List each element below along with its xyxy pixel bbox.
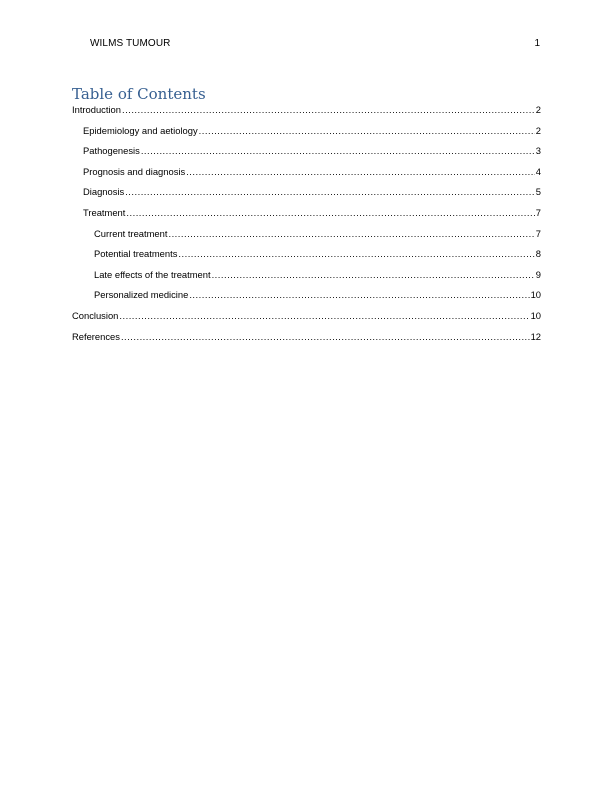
table-of-contents (72, 103, 541, 350)
toc-entry-page: 8 (535, 248, 541, 260)
toc-entry-title: Personalized medicine (94, 289, 189, 301)
toc-entry-title: Current treatment (94, 227, 168, 239)
toc-heading: Table of Contents (72, 85, 206, 103)
toc-entry-title: Conclusion (72, 309, 119, 321)
toc-entry-treatment[interactable] (72, 206, 541, 227)
toc-entry-title: Diagnosis (83, 186, 125, 198)
toc-dot-leader (212, 268, 535, 282)
header-page-number: 1 (534, 38, 540, 49)
toc-entry-page: 7 (535, 206, 541, 218)
toc-entry-page: 9 (535, 268, 541, 280)
toc-entry-personalized-medicine[interactable] (72, 288, 541, 309)
toc-entry-title: Potential treatments (94, 248, 178, 260)
toc-dot-leader (126, 206, 534, 220)
toc-entry-epidemiology[interactable] (72, 124, 541, 145)
toc-entry-title: Introduction (72, 104, 121, 115)
toc-entry-title: Pathogenesis (83, 145, 140, 157)
page-header (90, 37, 540, 51)
toc-entry-page: 12 (530, 330, 541, 342)
toc-entry-page: 10 (530, 289, 541, 301)
toc-entry-current-treatment[interactable] (72, 227, 541, 248)
header-title: WILMS TUMOUR (90, 38, 171, 49)
toc-entry-page: 7 (535, 227, 541, 239)
toc-entry-page: 2 (535, 104, 541, 115)
toc-entry-conclusion[interactable] (72, 309, 541, 330)
toc-dot-leader (178, 247, 534, 261)
toc-dot-leader (141, 144, 535, 158)
toc-dot-leader (122, 103, 535, 117)
toc-entry-title: Prognosis and diagnosis (83, 165, 186, 177)
toc-dot-leader (168, 227, 534, 241)
toc-entry-diagnosis[interactable] (72, 185, 541, 206)
toc-entry-page: 10 (530, 309, 541, 321)
toc-entry-introduction[interactable] (72, 103, 541, 124)
toc-entry-title: Epidemiology and aetiology (83, 124, 198, 136)
toc-entry-references[interactable] (72, 330, 541, 351)
toc-dot-leader (125, 185, 535, 199)
toc-entry-page: 3 (535, 145, 541, 157)
toc-entry-late-effects[interactable] (72, 268, 541, 289)
toc-dot-leader (119, 309, 529, 323)
toc-entry-page: 4 (535, 165, 541, 177)
toc-dot-leader (199, 124, 535, 138)
toc-entry-title: Late effects of the treatment (94, 268, 211, 280)
toc-entry-page: 5 (535, 186, 541, 198)
toc-dot-leader (121, 330, 530, 344)
toc-entry-potential-treatments[interactable] (72, 247, 541, 268)
toc-entry-pathogenesis[interactable] (72, 144, 541, 165)
toc-entry-prognosis[interactable] (72, 165, 541, 186)
toc-dot-leader (189, 288, 529, 302)
toc-entry-title: Treatment (83, 206, 126, 218)
toc-entry-title: References (72, 330, 120, 342)
toc-entry-page: 2 (535, 124, 541, 136)
toc-dot-leader (186, 165, 535, 179)
